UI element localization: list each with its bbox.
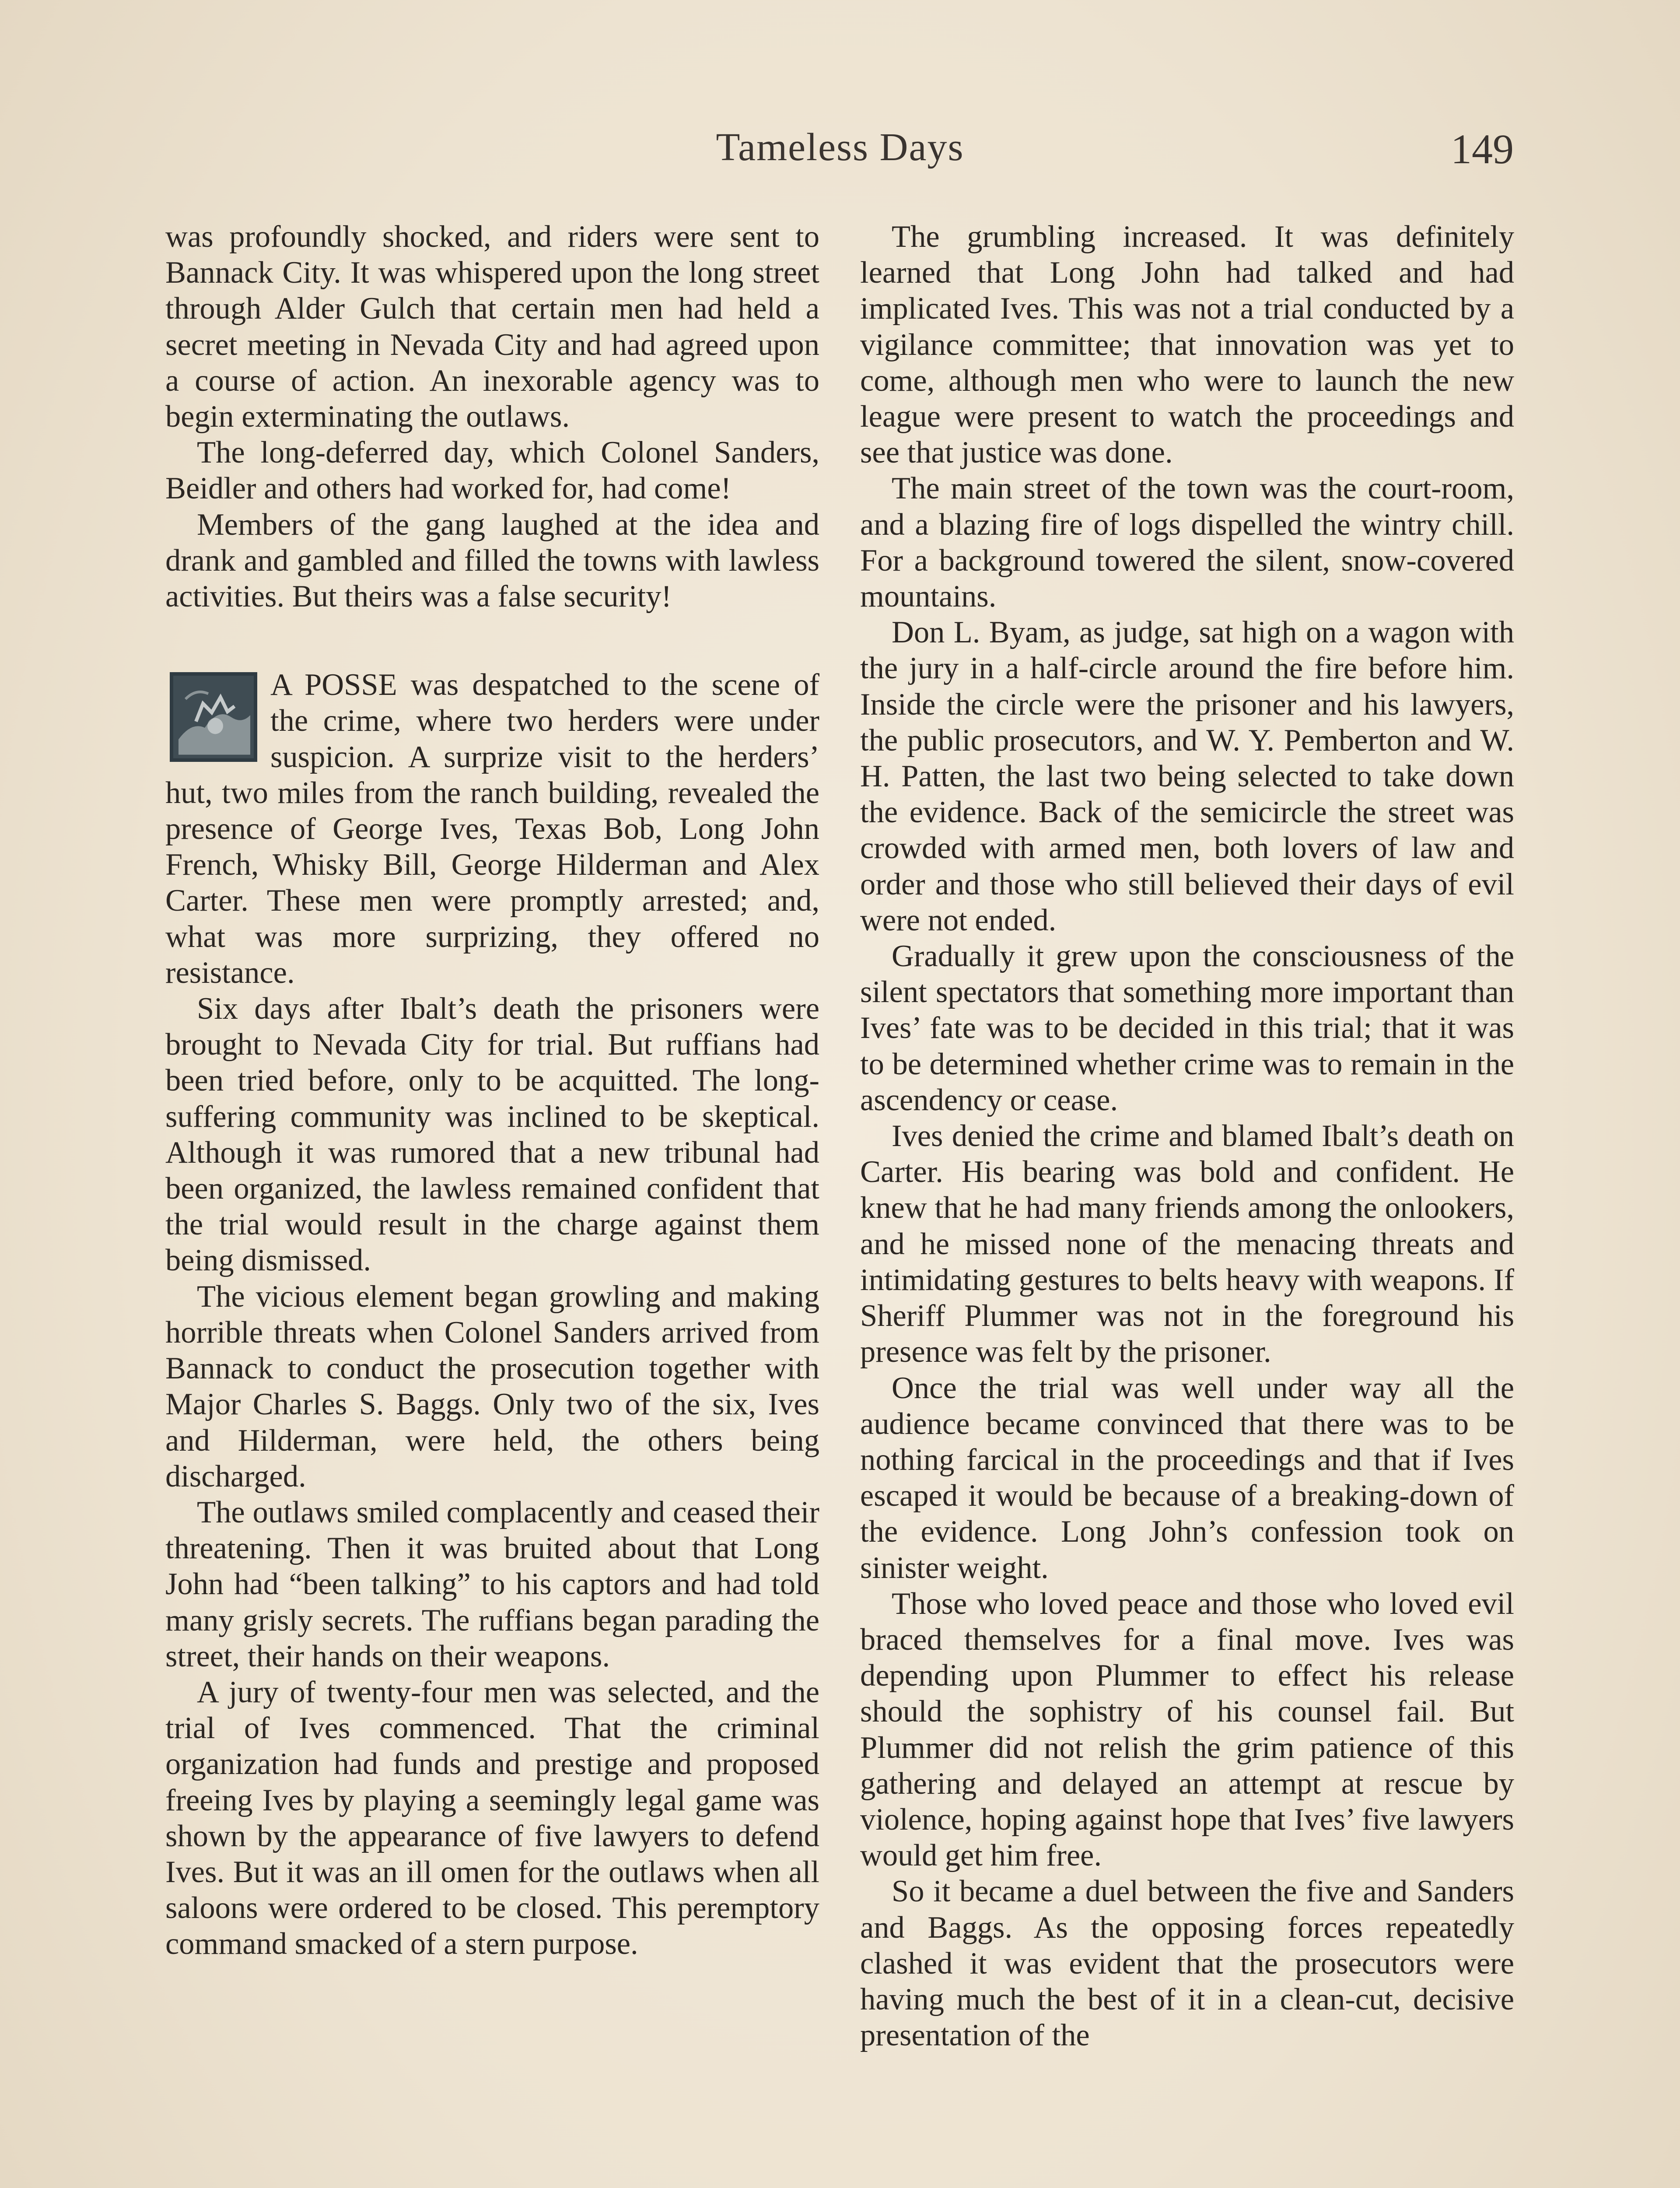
page-number: 149 bbox=[1451, 126, 1514, 172]
paragraph: Once the trial was well under way all the audience became convinced that there was to be nothing farcical in the proceedings and that if Ives escaped it would be because of a breaking-down of the evidence. Long John’s confession took on sinister weight. bbox=[860, 1371, 1514, 1585]
paragraph: Ives denied the crime and blamed Ibalt’s death on Carter. His bearing was bold and confident. He knew that he had many friends among the onlookers, and he missed none of the menacing threats and intimidating gestures to belts heavy with weapons. If Sheriff Plummer was not in the foreground his presence was felt by the prisoner. bbox=[860, 1119, 1514, 1369]
paragraph: Members of the gang laughed at the idea and drank and gambled and filled the towns with lawless activities. But theirs was a false security! bbox=[165, 507, 819, 614]
paragraph: Gradually it grew upon the consciousness of the silent spectators that something more important than Ives’ fate was to be decided in this trial; that it was to be determined whether crime was to remain in the ascendency or cease. bbox=[860, 939, 1514, 1117]
paragraph: So it became a duel between the five and Sanders and Baggs. As the opposing forces repeatedly clashed it was evident that the prosecutors were having much the best of it in a clean-cut, decisive presentation of the bbox=[860, 1874, 1514, 2053]
left-column bbox=[165, 219, 819, 1962]
paragraph: Six days after Ibalt’s death the prisoners were brought to Nevada City for trial. But ruffians had been tried before, only to be acquitted. The long-suffering community was inclined to be skeptical. Although it was rumored that a new tribunal had been organized, the lawless remained confident that the trial would result in the charge against them being dismissed. bbox=[165, 992, 819, 1278]
paragraph: The outlaws smiled complacently and ceased their threatening. Then it was bruited about that Long John had “been talking” to his captors and had told many grisly secrets. The ruffians began parading the street, their hands on their weapons. bbox=[165, 1495, 819, 1673]
paragraph: A jury of twenty-four men was selected, and the trial of Ives commenced. That the criminal organization had funds and prestige and proposed freeing Ives by playing a seemingly legal game was shown by the appearance of five lawyers to defend Ives. But it was an ill omen for the outlaws when all saloons were ordered to be closed. This peremptory command smacked of a stern purpose. bbox=[165, 1675, 819, 1961]
paragraph: A POSSE was despatched to the scene of the crime, where two herders were under suspicion. A surprize visit to the herders’ hut, two miles from the ranch building, revealed the presence of George Ives, Texas Bob, Long John French, Whisky Bill, George Hilderman and Alex Carter. These men were promptly arrested; and, what was more surprizing, they offered no resistance. bbox=[165, 668, 819, 990]
right-column bbox=[860, 219, 1514, 2053]
paragraph: Those who loved peace and those who loved evil braced themselves for a final move. Ives was depending upon Plummer to effect his release should the sophistry of his counsel fail. But Plummer did not relish the grim patience of this gathering and delayed an attempt at rescue by violence, hoping against hope that Ives’ five lawyers would get him free. bbox=[860, 1586, 1514, 1873]
paragraph: The vicious element began growling and making horrible threats when Colonel Sanders arrived from Bannack to conduct the prosecution together with Major Charles S. Baggs. Only two of the six, Ives and Hilderman, were held, the others being discharged. bbox=[165, 1279, 819, 1494]
paragraph: The long-deferred day, which Colonel Sanders, Beidler and others had worked for, had come! bbox=[165, 435, 819, 506]
paragraph: The main street of the town was the court-room, and a blazing fire of logs dispelled the wintry chill. For a background towered the silent, snow-covered mountains. bbox=[860, 471, 1514, 614]
page-header bbox=[166, 125, 1514, 186]
paragraph: was profoundly shocked, and riders were sent to Bannack City. It was whispered upon the long street through Alder Gulch that certain men had held a secret meeting in Nevada City and had agreed upon a course of action. An inexorable agency was to begin exterminating the outlaws. bbox=[165, 220, 819, 434]
section-opening bbox=[165, 667, 819, 991]
paragraph: The grumbling increased. It was definitely learned that Long John had talked and had implicated Ives. This was not a trial conducted by a vigilance committee; that innovation was yet to come, although men who were to launch the new league were present to watch the proceedings and see that justice was done. bbox=[860, 220, 1514, 470]
running-title: Tameless Days bbox=[716, 126, 964, 169]
paragraph: Don L. Byam, as judge, sat high on a wagon with the jury in a half-circle around the fire before him. Inside the circle were the prisoner and his lawyers, the public prosecutors, and W. Y. Pemberton and W. H. Patten, the last two being selected to take down the evidence. Back of the semicircle the street was crowded with armed men, both lovers of law and order and those who still believed their days of evil were not ended. bbox=[860, 615, 1514, 937]
illustrated-dropcap-icon bbox=[170, 672, 257, 762]
